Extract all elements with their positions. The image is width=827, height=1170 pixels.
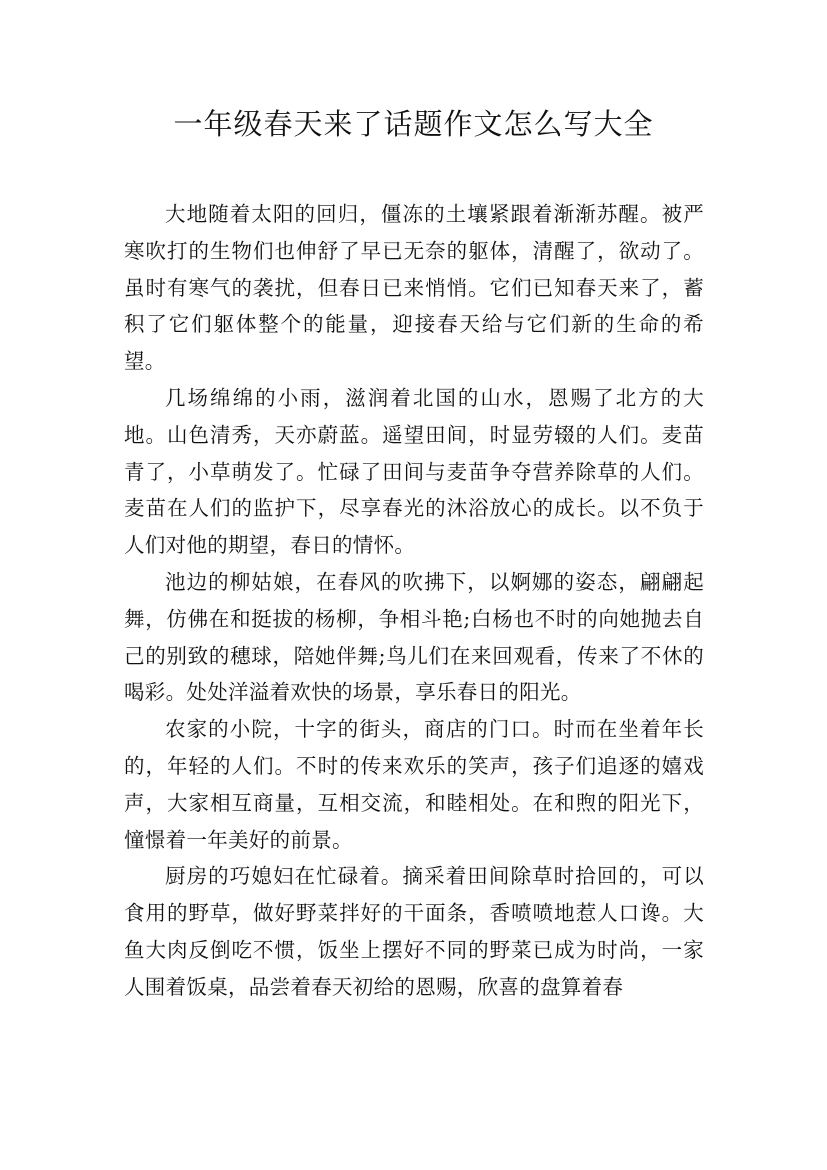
paragraph-5: 厨房的巧媳妇在忙碌着。摘采着田间除草时拾回的，可以食用的野草，做好野菜拌好的干面条，香喷喷地惹人口谗。大鱼大肉反倒吃不惯，饭坐上摆好不同的野菜已成为时尚，一家人围着饭桌，品尝着春天初给的恩赐，欣喜的盘算着春 [124,864,704,999]
paragraph-4: 农家的小院，十字的街头，商店的门口。时而在坐着年长的，年轻的人们。不时的传来欢乐的笑声，孩子们追逐的嬉戏声，大家相互商量，互相交流，和睦相处。在和煦的阳光下，憧憬着一年美好的前景。 [124,717,704,852]
paragraph-3: 池边的柳姑娘，在春风的吹拂下，以婀娜的姿态，翩翩起舞，仿佛在和挺拔的杨柳，争相斗艳;白杨也不时的向她抛去自己的别致的穗球，陪她伴舞;鸟儿们在来回观看，传来了不休的喝彩。处处洋溢着欢快的场景，享乐春日的阳光。 [124,569,704,705]
paragraph-1: 大地随着太阳的回归，僵冻的土壤紧跟着渐渐苏醒。被严寒吹打的生物们也伸舒了早已无奈的躯体，清醒了，欲动了。虽时有寒气的袭扰，但春日已来悄悄。它们已知春天来了，蓄积了它们躯体整个的能量，迎接春天给与它们新的生命的希望。 [124,202,704,374]
document-body [124,196,704,1006]
paragraph-2: 几场绵绵的小雨，滋润着北国的山水，恩赐了北方的大地。山色清秀，天亦蔚蓝。遥望田间，时显劳辍的人们。麦苗青了，小草萌发了。忙碌了田间与麦苗争夺营养除草的人们。麦苗在人们的监护下，尽享春光的沐浴放心的成长。以不负于人们对他的期望，春日的情怀。 [124,385,704,558]
document-title: 一年级春天来了话题作文怎么写大全 [173,107,654,141]
